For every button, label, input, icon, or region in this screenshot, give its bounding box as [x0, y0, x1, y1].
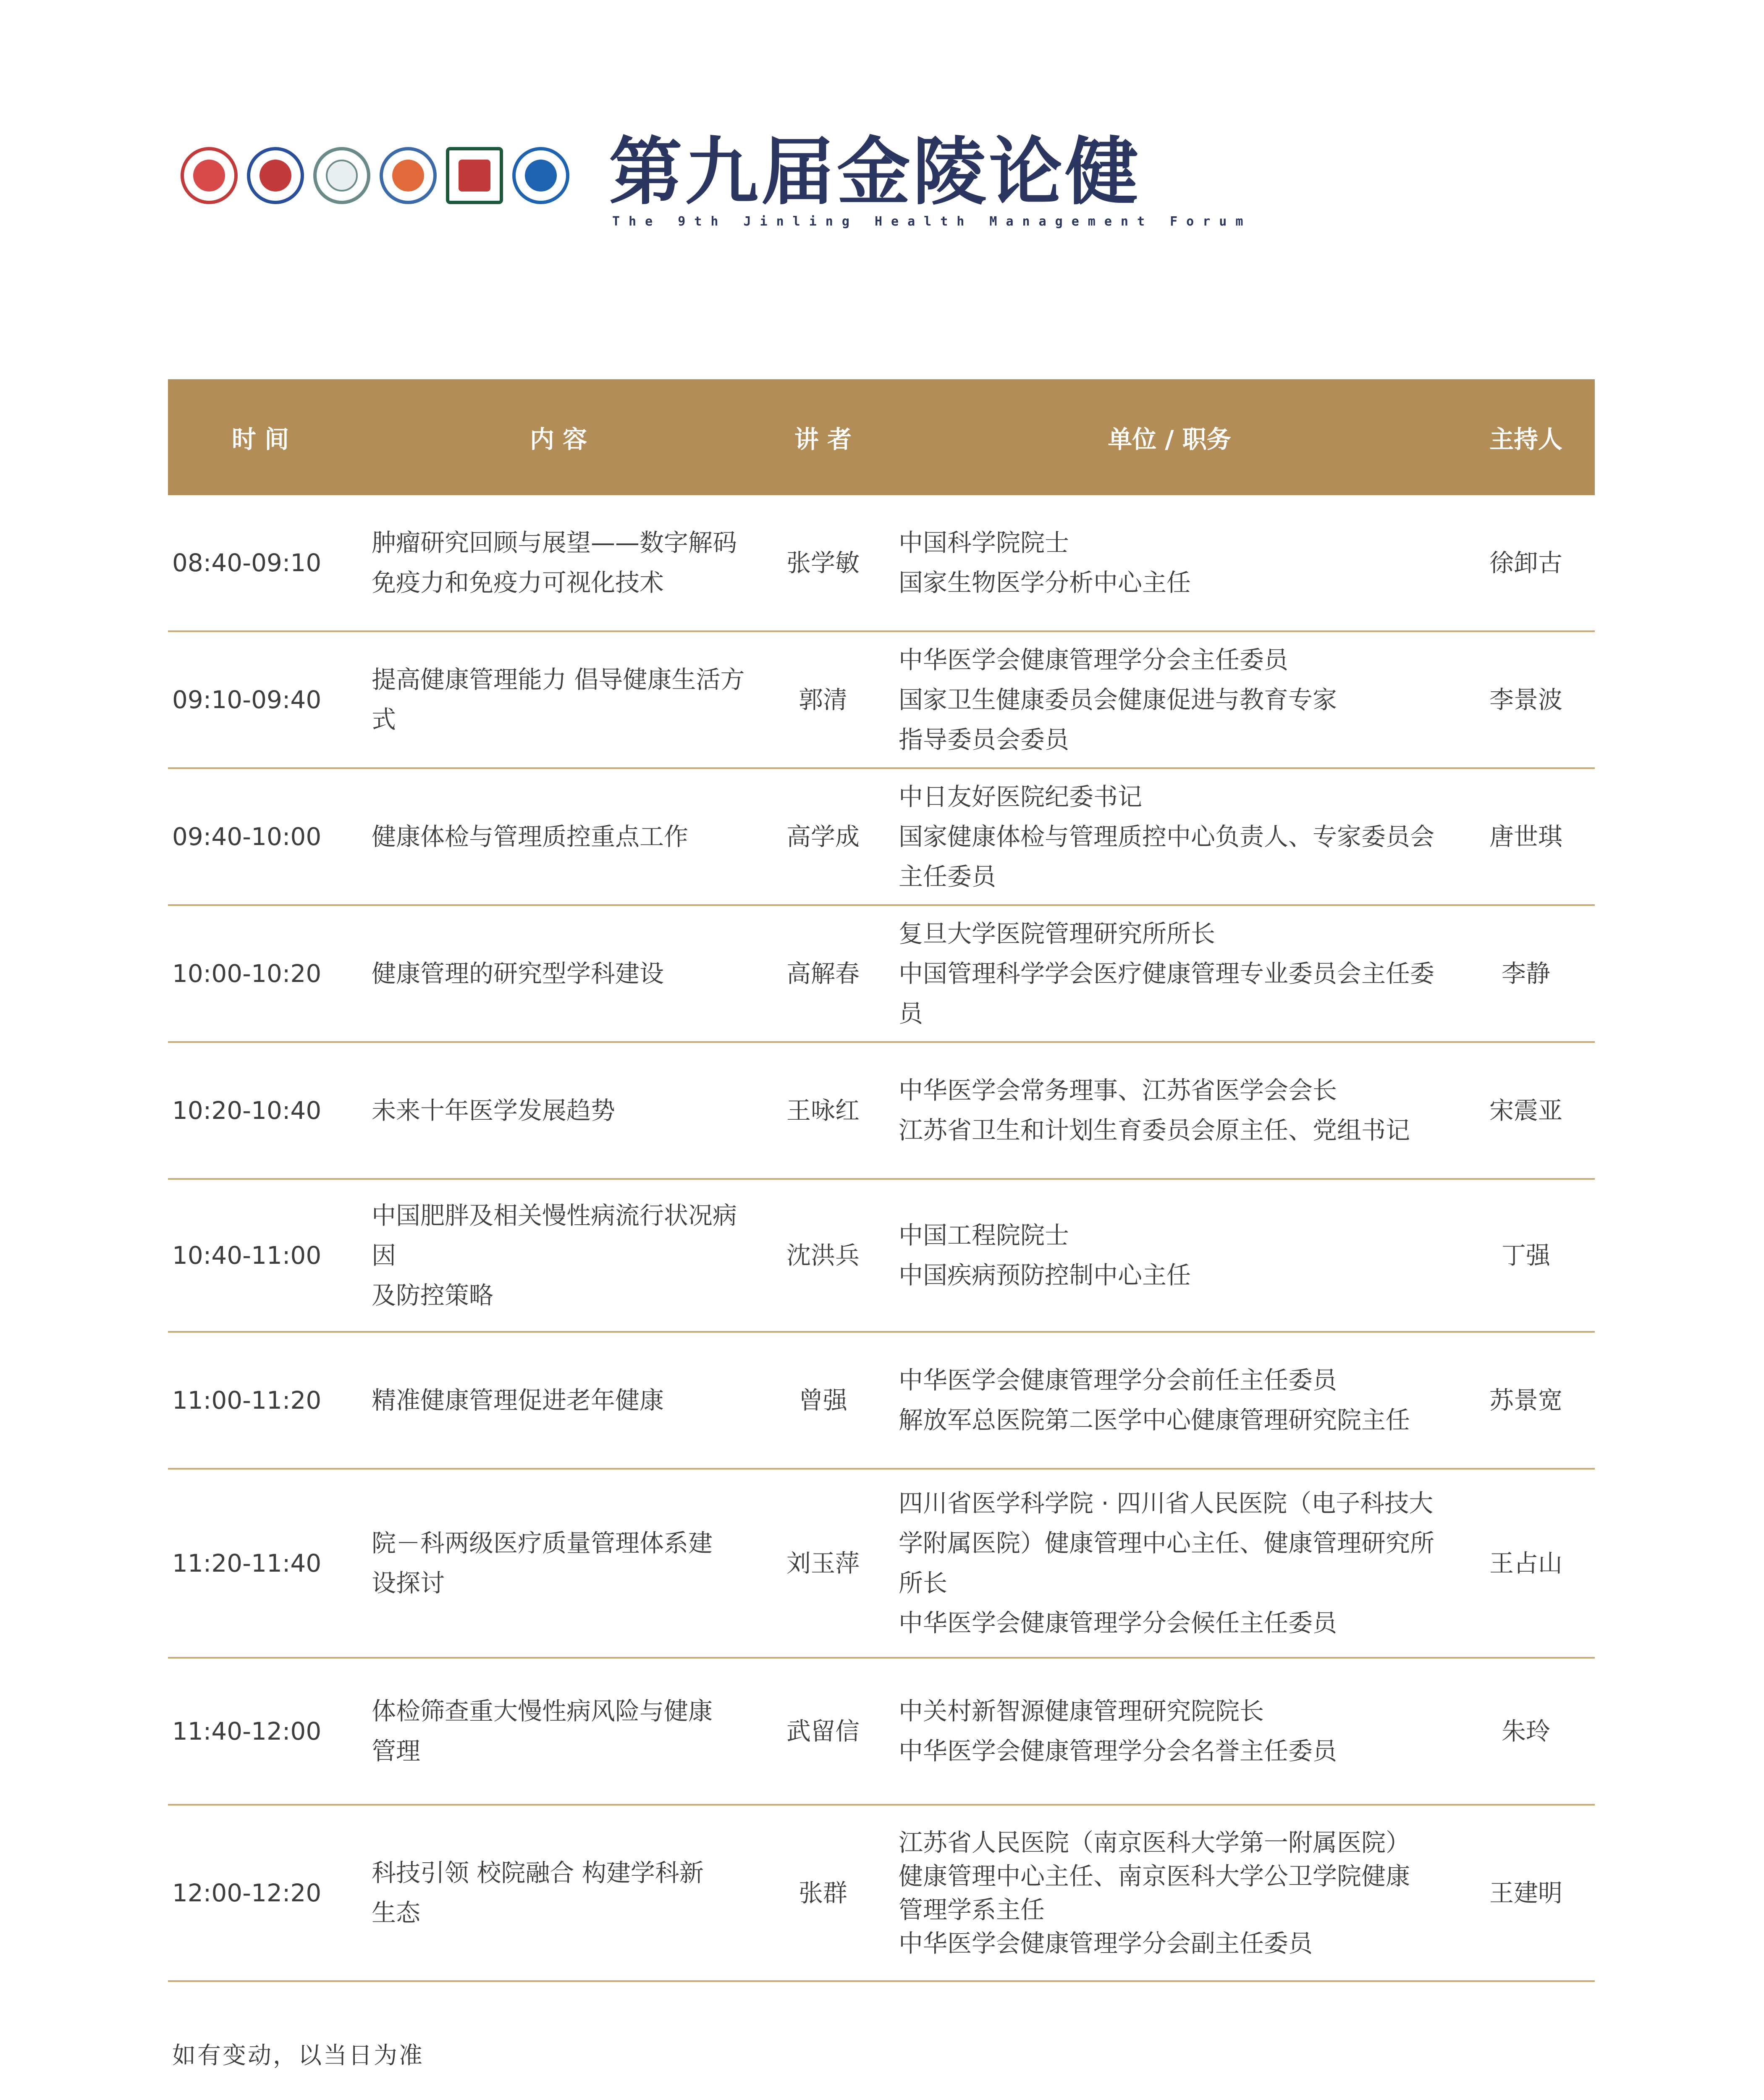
affiliation-line: 江苏省卫生和计划生育委员会原主任、党组书记 [899, 1116, 1410, 1144]
table-row [168, 1469, 1595, 1658]
session-host: 王占山 [1457, 1469, 1595, 1658]
session-time: 08:40-09:10 [168, 495, 353, 631]
affiliation-line: 四川省医学科学院 · 四川省人民医院（电子科技大 [899, 1489, 1434, 1517]
column-header-content: 内 容 [353, 379, 764, 495]
content-line: 精准健康管理促进老年健康 [372, 1386, 664, 1415]
table-row [168, 905, 1595, 1042]
session-content [353, 768, 764, 905]
affiliation-line: 指导委员会委员 [899, 725, 1069, 754]
content-line: 科技引领 校院融合 构建学科新 [372, 1858, 704, 1887]
content-line: 管理 [372, 1737, 421, 1765]
affiliation-line: 中国工程院院士 [899, 1221, 1069, 1250]
session-content [353, 1042, 764, 1179]
content-line: 肿瘤研究回顾与展望——数字解码 [372, 528, 737, 557]
session-host: 朱玲 [1457, 1658, 1595, 1805]
affiliation-line: 中华医学会健康管理学分会前任主任委员 [899, 1366, 1337, 1394]
table-row [168, 768, 1595, 905]
university-logo [512, 147, 569, 204]
session-time: 11:00-11:20 [168, 1332, 353, 1469]
speaker-affiliation [882, 768, 1457, 905]
session-time: 09:10-09:40 [168, 631, 353, 768]
table-row [168, 1042, 1595, 1179]
session-time: 11:40-12:00 [168, 1658, 353, 1805]
session-host: 宋震亚 [1457, 1042, 1595, 1179]
table-row [168, 631, 1595, 768]
session-content [353, 1332, 764, 1469]
speaker-affiliation [882, 1332, 1457, 1469]
hospital-logo [380, 147, 437, 204]
session-speaker: 沈洪兵 [764, 1179, 882, 1332]
association-logo [247, 147, 304, 204]
session-speaker: 高解春 [764, 905, 882, 1042]
affiliation-line: 解放军总医院第二医学中心健康管理研究院主任 [899, 1406, 1410, 1434]
affiliation-line: 中华医学会健康管理学分会主任委员 [899, 645, 1289, 674]
affiliation-line: 中华医学会健康管理学分会副主任委员 [899, 1929, 1313, 1958]
session-speaker: 刘玉萍 [764, 1469, 882, 1658]
forum-title-block [609, 126, 1252, 229]
session-host: 唐世琪 [1457, 768, 1595, 905]
session-content [353, 1469, 764, 1658]
session-content [353, 1805, 764, 1981]
content-line: 院－科两级医疗质量管理体系建 [372, 1529, 713, 1557]
table-row [168, 1179, 1595, 1332]
forum-title: 第九届金陵论健 [609, 129, 1141, 215]
affiliation-line: 中国管理科学学会医疗健康管理专业委员会主任委员 [899, 959, 1435, 1028]
schedule-table [168, 379, 1595, 1982]
session-host: 丁强 [1457, 1179, 1595, 1332]
column-header-speaker: 讲 者 [764, 379, 882, 495]
session-content [353, 495, 764, 631]
table-row [168, 1805, 1595, 1981]
content-line: 免疫力和免疫力可视化技术 [372, 568, 664, 597]
content-line: 未来十年医学发展趋势 [372, 1096, 616, 1125]
page-header [0, 0, 1764, 294]
content-line: 健康管理的研究型学科建设 [372, 959, 664, 988]
affiliation-line: 中日友好医院纪委书记 [899, 782, 1143, 811]
session-host: 李静 [1457, 905, 1595, 1042]
table-row [168, 495, 1595, 631]
content-line: 健康体检与管理质控重点工作 [372, 822, 689, 851]
session-content [353, 905, 764, 1042]
change-notice: 如有变动，以当日为准 [172, 2042, 424, 2069]
affiliation-line: 管理学系主任 [899, 1895, 1045, 1924]
affiliation-line: 国家健康体检与管理质控中心负责人、专家委员会 [899, 822, 1435, 851]
session-host: 苏景宽 [1457, 1332, 1595, 1469]
organizer-logos [181, 147, 569, 204]
affiliation-line: 中国科学院院士 [899, 528, 1069, 557]
column-header-time: 时 间 [168, 379, 353, 495]
speaker-affiliation [882, 1658, 1457, 1805]
session-host: 徐卸古 [1457, 495, 1595, 631]
table-row [168, 1332, 1595, 1469]
session-time: 10:20-10:40 [168, 1042, 353, 1179]
speaker-affiliation [882, 905, 1457, 1042]
speaker-affiliation [882, 1469, 1457, 1658]
affiliation-line: 中关村新智源健康管理研究院院长 [899, 1697, 1264, 1725]
session-content [353, 1658, 764, 1805]
session-time: 09:40-10:00 [168, 768, 353, 905]
affiliation-line: 中国疾病预防控制中心主任 [899, 1261, 1191, 1289]
column-header-host: 主持人 [1457, 379, 1595, 495]
column-header-affiliation: 单位 / 职务 [882, 379, 1457, 495]
affiliation-line: 国家生物医学分析中心主任 [899, 568, 1191, 597]
session-speaker: 曾强 [764, 1332, 882, 1469]
affiliation-line: 国家卫生健康委员会健康促进与教育专家 [899, 685, 1337, 714]
session-time: 12:00-12:20 [168, 1805, 353, 1981]
affiliation-line: 学附属医院）健康管理中心主任、健康管理研究所 [899, 1529, 1435, 1557]
affiliation-line: 江苏省人民医院（南京医科大学第一附属医院） [899, 1828, 1410, 1857]
jsmda-logo [313, 147, 370, 204]
session-time: 10:00-10:20 [168, 905, 353, 1042]
forum-subtitle: The 9th Jinling Health Management Forum [612, 214, 1252, 229]
table-header-row [168, 379, 1595, 495]
table-row [168, 1658, 1595, 1805]
content-line: 设探讨 [372, 1569, 445, 1597]
session-host: 王建明 [1457, 1805, 1595, 1981]
session-speaker: 张群 [764, 1805, 882, 1981]
speaker-affiliation [882, 1179, 1457, 1332]
session-speaker: 王咏红 [764, 1042, 882, 1179]
affiliation-line: 健康管理中心主任、南京医科大学公卫学院健康 [899, 1862, 1410, 1890]
session-content [353, 1179, 764, 1332]
session-speaker: 张学敏 [764, 495, 882, 631]
content-line: 及防控策略 [372, 1281, 494, 1310]
society-logo [181, 147, 238, 204]
affiliation-line: 中华医学会健康管理学分会名誉主任委员 [899, 1737, 1337, 1765]
speaker-affiliation [882, 1805, 1457, 1981]
session-speaker: 武留信 [764, 1658, 882, 1805]
session-speaker: 郭清 [764, 631, 882, 768]
speaker-affiliation [882, 1042, 1457, 1179]
affiliation-line: 所长 [899, 1569, 948, 1597]
affiliation-line: 中华医学会常务理事、江苏省医学会会长 [899, 1076, 1337, 1105]
affiliation-line: 主任委员 [899, 862, 996, 891]
content-line: 体检筛查重大慢性病风险与健康 [372, 1697, 713, 1725]
content-line: 生态 [372, 1898, 421, 1927]
session-content [353, 631, 764, 768]
content-line: 提高健康管理能力 倡导健康生活方式 [372, 665, 745, 734]
session-speaker: 高学成 [764, 768, 882, 905]
content-line: 中国肥胖及相关慢性病流行状况病因 [372, 1201, 737, 1270]
session-time: 11:20-11:40 [168, 1469, 353, 1658]
session-host: 李景波 [1457, 631, 1595, 768]
affiliation-line: 中华医学会健康管理学分会候任主任委员 [899, 1609, 1337, 1637]
speaker-affiliation [882, 495, 1457, 631]
shield-logo [446, 147, 503, 204]
affiliation-line: 复旦大学医院管理研究所所长 [899, 919, 1216, 948]
session-time: 10:40-11:00 [168, 1179, 353, 1332]
speaker-affiliation [882, 631, 1457, 768]
